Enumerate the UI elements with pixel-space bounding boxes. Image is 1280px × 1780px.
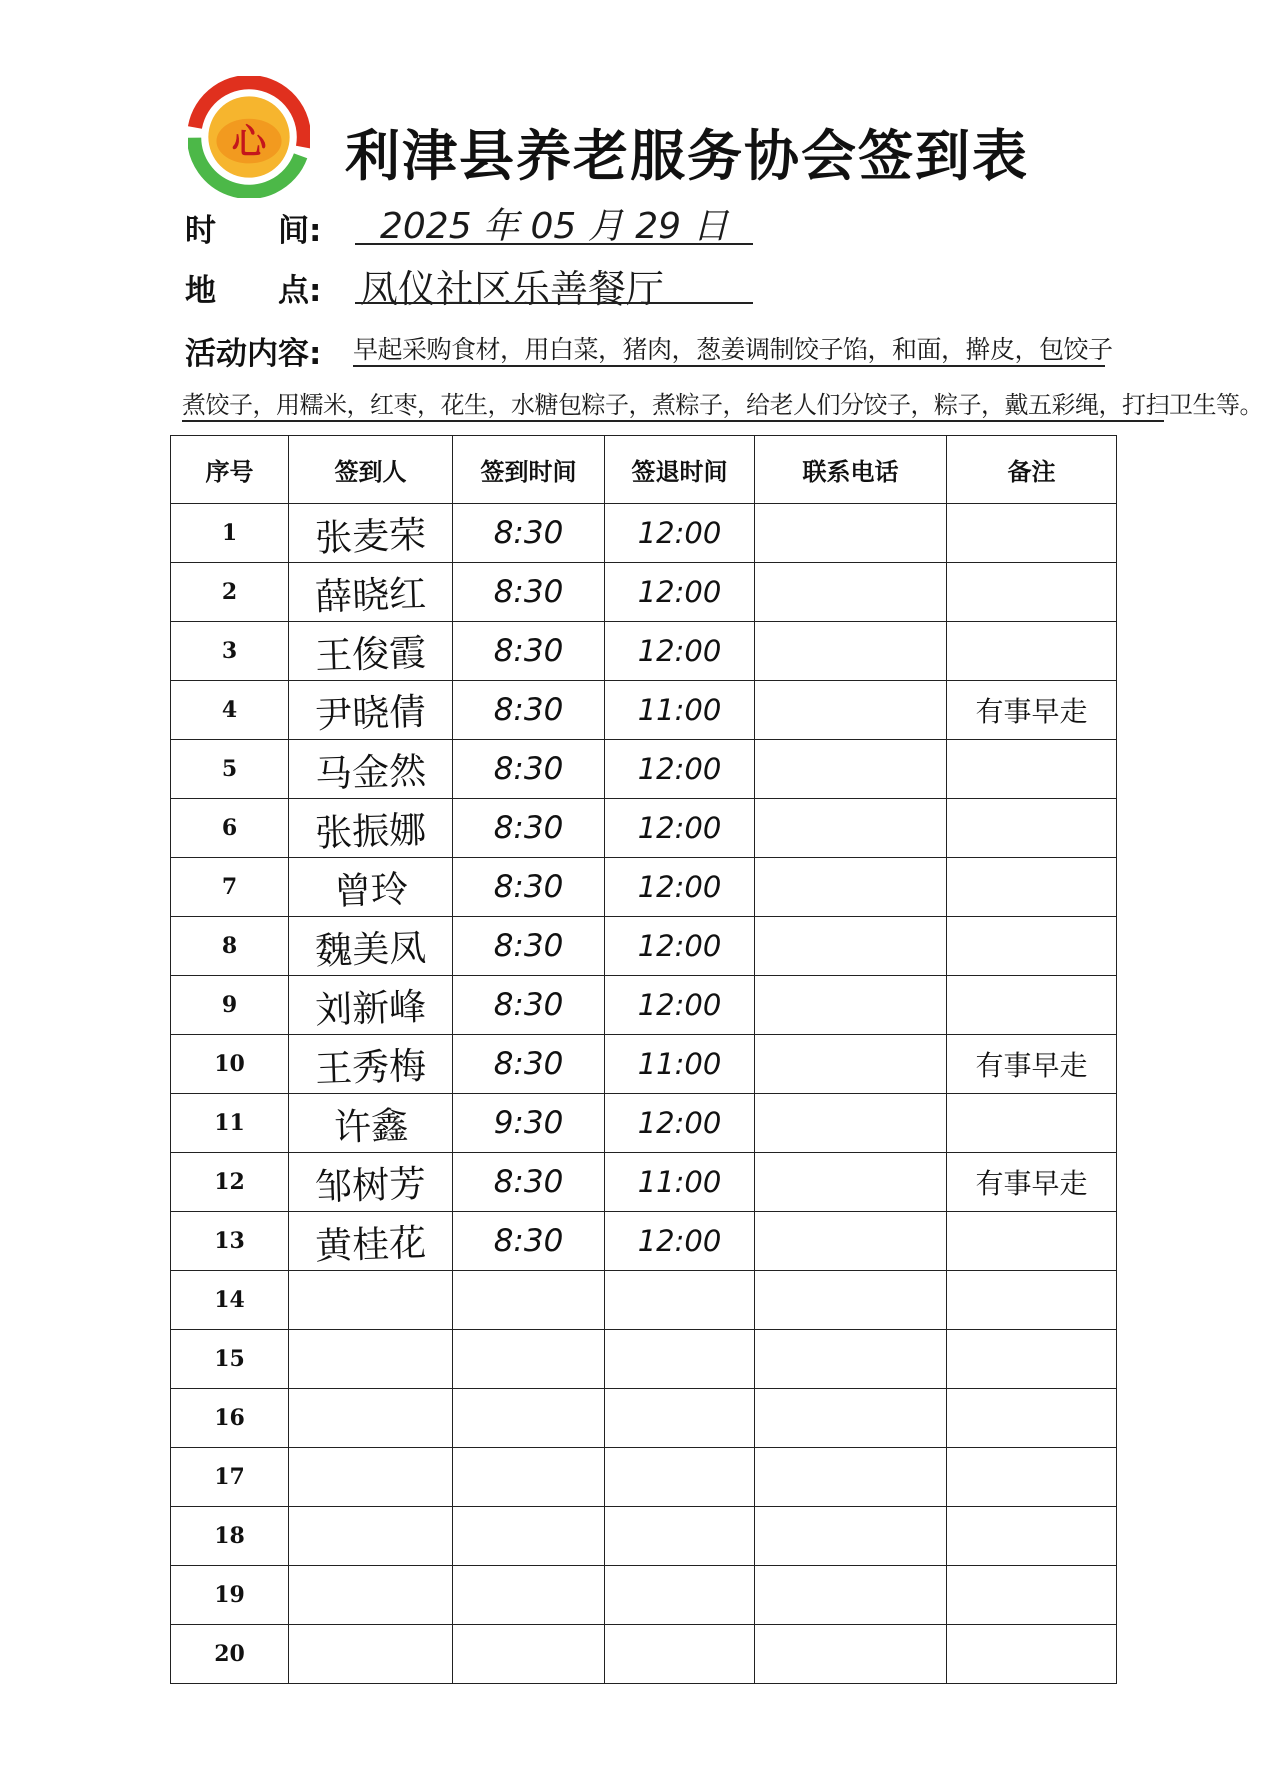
- time-value: 2025 年 05 月 29 日: [380, 206, 729, 247]
- table-row: [171, 858, 1117, 917]
- row-note-cell: [947, 1094, 1117, 1153]
- row-number-cell: 5: [171, 740, 289, 799]
- sign-out-time: 11:00: [637, 693, 722, 727]
- contact-phone-cell: [755, 1448, 947, 1507]
- row-number-cell: 17: [171, 1448, 289, 1507]
- signer-name-cell: [289, 504, 453, 563]
- row-note-cell: [947, 1507, 1117, 1566]
- sign-in-time-cell: [453, 858, 605, 917]
- sign-out-time: 12:00: [637, 1224, 722, 1258]
- row-number-cell: 19: [171, 1566, 289, 1625]
- sign-in-time-cell: [453, 1153, 605, 1212]
- row-note-cell: [947, 1153, 1117, 1212]
- contact-phone-cell: [755, 1035, 947, 1094]
- contact-phone-cell: [755, 1212, 947, 1271]
- sign-out-time-cell: [605, 858, 755, 917]
- row-note-cell: [947, 504, 1117, 563]
- sign-in-time-cell: [453, 799, 605, 858]
- header-note: 备注: [947, 436, 1117, 504]
- row-number-cell: 1: [171, 504, 289, 563]
- contact-phone-cell: [755, 1153, 947, 1212]
- sign-out-time-cell: [605, 740, 755, 799]
- signer-name-cell: [289, 740, 453, 799]
- row-number-cell: 6: [171, 799, 289, 858]
- sign-in-time-cell: [453, 622, 605, 681]
- sign-in-time: 8:30: [493, 1223, 564, 1259]
- signer-name: 王秀梅: [314, 1044, 427, 1091]
- contact-phone-cell: [755, 1566, 947, 1625]
- sign-in-time: 8:30: [493, 987, 564, 1023]
- sign-in-time-cell: [453, 1271, 605, 1330]
- sign-in-time-cell: [453, 917, 605, 976]
- signer-name-cell: [289, 1153, 453, 1212]
- row-note-cell: [947, 563, 1117, 622]
- table-row: [171, 740, 1117, 799]
- table-row: [171, 563, 1117, 622]
- sign-in-time-cell: [453, 740, 605, 799]
- signer-name-cell: [289, 681, 453, 740]
- signer-name-cell: [289, 799, 453, 858]
- sign-out-time-cell: [605, 917, 755, 976]
- contact-phone-cell: [755, 917, 947, 976]
- sign-out-time-cell: [605, 1389, 755, 1448]
- activity-underline-1: [353, 365, 1105, 367]
- sign-out-time-cell: [605, 1507, 755, 1566]
- contact-phone-cell: [755, 976, 947, 1035]
- signer-name-cell: [289, 1271, 453, 1330]
- sign-out-time-cell: [605, 622, 755, 681]
- row-number-cell: 7: [171, 858, 289, 917]
- contact-phone-cell: [755, 740, 947, 799]
- row-note-cell: [947, 976, 1117, 1035]
- activity-label: 活动内容:: [185, 336, 322, 372]
- signer-name-cell: [289, 1035, 453, 1094]
- page-title: 利津县养老服务协会签到表: [345, 123, 1030, 188]
- sign-in-time-cell: [453, 976, 605, 1035]
- time-underline: [355, 243, 753, 245]
- sign-out-time-cell: [605, 976, 755, 1035]
- sign-out-time: 12:00: [637, 929, 722, 963]
- signer-name: 邹树芳: [314, 1162, 427, 1209]
- sign-in-time-cell: [453, 681, 605, 740]
- row-number-cell: 18: [171, 1507, 289, 1566]
- sign-out-time: 12:00: [637, 516, 722, 550]
- row-note-cell: [947, 1271, 1117, 1330]
- signer-name-cell: [289, 1212, 453, 1271]
- place-value: 凤仪社区乐善餐厅: [360, 267, 665, 311]
- sign-out-time-cell: [605, 1212, 755, 1271]
- table-row: [171, 1212, 1117, 1271]
- contact-phone-cell: [755, 1330, 947, 1389]
- contact-phone-cell: [755, 1507, 947, 1566]
- table-row: [171, 622, 1117, 681]
- sign-out-time: 12:00: [637, 811, 722, 845]
- sign-in-time: 8:30: [493, 751, 564, 787]
- row-note-cell: [947, 1448, 1117, 1507]
- sign-in-time-cell: [453, 563, 605, 622]
- row-number-cell: 3: [171, 622, 289, 681]
- table-row: [171, 1389, 1117, 1448]
- sign-in-time-cell: [453, 1625, 605, 1684]
- contact-phone-cell: [755, 504, 947, 563]
- signer-name-cell: [289, 1566, 453, 1625]
- row-number-cell: 2: [171, 563, 289, 622]
- sign-in-time-cell: [453, 1035, 605, 1094]
- sign-in-time-cell: [453, 1094, 605, 1153]
- row-number-cell: 16: [171, 1389, 289, 1448]
- row-note-cell: [947, 1035, 1117, 1094]
- activity-underline-2: [182, 420, 1164, 422]
- sign-in-time: 8:30: [493, 633, 564, 669]
- table-row: [171, 1271, 1117, 1330]
- row-note-cell: [947, 622, 1117, 681]
- sign-in-time: 8:30: [493, 574, 564, 610]
- signer-name-cell: [289, 1330, 453, 1389]
- sign-in-time: 8:30: [493, 1164, 564, 1200]
- sign-out-time: 12:00: [637, 634, 722, 668]
- row-number-cell: 11: [171, 1094, 289, 1153]
- header-sign-in-time: 签到时间: [453, 436, 605, 504]
- activity-line-2: 煮饺子，用糯米，红枣，花生，水糖包粽子，煮粽子，给老人们分饺子，粽子，戴五彩绳，打扫卫生等。: [182, 391, 1263, 419]
- signer-name: 曾玲: [332, 867, 409, 914]
- sign-in-time: 9:30: [493, 1105, 564, 1141]
- signer-name-cell: [289, 622, 453, 681]
- row-number-cell: 8: [171, 917, 289, 976]
- sign-out-time-cell: [605, 563, 755, 622]
- row-note: 有事早走: [975, 1167, 1088, 1200]
- row-note-cell: [947, 1625, 1117, 1684]
- table-row: [171, 504, 1117, 563]
- row-note-cell: [947, 1566, 1117, 1625]
- table-row: [171, 681, 1117, 740]
- sign-in-time-cell: [453, 1212, 605, 1271]
- sign-in-time: 8:30: [493, 692, 564, 728]
- row-number-cell: 14: [171, 1271, 289, 1330]
- sign-out-time: 12:00: [637, 752, 722, 786]
- sign-in-time-cell: [453, 1566, 605, 1625]
- contact-phone-cell: [755, 563, 947, 622]
- table-header-row: [171, 436, 1117, 504]
- contact-phone-cell: [755, 1625, 947, 1684]
- row-note-cell: [947, 917, 1117, 976]
- signer-name-cell: [289, 1094, 453, 1153]
- signer-name: 许鑫: [332, 1103, 409, 1150]
- header-phone: 联系电话: [755, 436, 947, 504]
- contact-phone-cell: [755, 1094, 947, 1153]
- association-logo: [188, 76, 310, 198]
- row-number-cell: 13: [171, 1212, 289, 1271]
- sign-in-time: 8:30: [493, 515, 564, 551]
- sign-out-time: 11:00: [637, 1165, 722, 1199]
- sign-out-time-cell: [605, 504, 755, 563]
- row-note: 有事早走: [975, 695, 1088, 728]
- activity-line-1: 早起采购食材，用白菜，猪肉，葱姜调制饺子馅，和面，擀皮，包饺子: [353, 335, 1113, 364]
- signer-name-cell: [289, 976, 453, 1035]
- signer-name-cell: [289, 917, 453, 976]
- table-row: [171, 1035, 1117, 1094]
- table-row: [171, 1153, 1117, 1212]
- sign-in-time: 8:30: [493, 1046, 564, 1082]
- table-row: [171, 1507, 1117, 1566]
- row-number-cell: 9: [171, 976, 289, 1035]
- signer-name-cell: [289, 563, 453, 622]
- signer-name-cell: [289, 1448, 453, 1507]
- table-row: [171, 1330, 1117, 1389]
- signer-name: 张振娜: [314, 808, 427, 855]
- sign-out-time: 11:00: [637, 1047, 722, 1081]
- sign-out-time: 12:00: [637, 988, 722, 1022]
- contact-phone-cell: [755, 858, 947, 917]
- place-underline: [355, 302, 753, 304]
- sign-in-time-cell: [453, 1389, 605, 1448]
- table-row: [171, 1625, 1117, 1684]
- sign-out-time: 12:00: [637, 575, 722, 609]
- row-note-cell: [947, 1330, 1117, 1389]
- signer-name: 张麦荣: [314, 513, 427, 560]
- svg-text:心: 心: [231, 122, 267, 163]
- contact-phone-cell: [755, 622, 947, 681]
- sign-out-time-cell: [605, 1153, 755, 1212]
- row-note-cell: [947, 1212, 1117, 1271]
- table-row: [171, 1566, 1117, 1625]
- contact-phone-cell: [755, 1271, 947, 1330]
- sign-in-time: 8:30: [493, 928, 564, 964]
- contact-phone-cell: [755, 681, 947, 740]
- sign-out-time-cell: [605, 1271, 755, 1330]
- sign-out-time: 12:00: [637, 870, 722, 904]
- sign-out-time-cell: [605, 1625, 755, 1684]
- row-number-cell: 15: [171, 1330, 289, 1389]
- sign-out-time-cell: [605, 681, 755, 740]
- signer-name: 魏美凤: [314, 926, 427, 973]
- table-row: [171, 1094, 1117, 1153]
- row-note-cell: [947, 858, 1117, 917]
- row-number-cell: 20: [171, 1625, 289, 1684]
- sign-in-time-cell: [453, 504, 605, 563]
- sign-in-time-cell: [453, 1448, 605, 1507]
- signer-name-cell: [289, 858, 453, 917]
- row-number-cell: 10: [171, 1035, 289, 1094]
- row-note-cell: [947, 740, 1117, 799]
- sign-in-time: 8:30: [493, 810, 564, 846]
- header-name: 签到人: [289, 436, 453, 504]
- row-number-cell: 4: [171, 681, 289, 740]
- sign-in-table: [170, 435, 1117, 1684]
- sign-out-time: 12:00: [637, 1106, 722, 1140]
- sign-in-time-cell: [453, 1507, 605, 1566]
- signer-name-cell: [289, 1507, 453, 1566]
- row-note: 有事早走: [975, 1049, 1088, 1082]
- sign-out-time-cell: [605, 1448, 755, 1507]
- header-sign-out-time: 签退时间: [605, 436, 755, 504]
- row-note-cell: [947, 681, 1117, 740]
- signer-name: 王俊霞: [314, 631, 427, 678]
- sign-out-time-cell: [605, 1035, 755, 1094]
- contact-phone-cell: [755, 1389, 947, 1448]
- signer-name: 马金然: [314, 749, 427, 796]
- signer-name: 薛晓红: [314, 572, 427, 619]
- contact-phone-cell: [755, 799, 947, 858]
- table-row: [171, 1448, 1117, 1507]
- table-row: [171, 976, 1117, 1035]
- sign-in-time: 8:30: [493, 869, 564, 905]
- table-row: [171, 799, 1117, 858]
- sign-out-time-cell: [605, 1566, 755, 1625]
- time-label: 时 间:: [185, 213, 322, 249]
- place-label: 地 点:: [185, 273, 322, 309]
- sign-in-time-cell: [453, 1330, 605, 1389]
- sign-out-time-cell: [605, 1094, 755, 1153]
- table-row: [171, 917, 1117, 976]
- row-note-cell: [947, 799, 1117, 858]
- sign-out-time-cell: [605, 1330, 755, 1389]
- row-number-cell: 12: [171, 1153, 289, 1212]
- sign-out-time-cell: [605, 799, 755, 858]
- signer-name: 黄桂花: [314, 1221, 427, 1268]
- signer-name-cell: [289, 1389, 453, 1448]
- signer-name-cell: [289, 1625, 453, 1684]
- header-no: 序号: [171, 436, 289, 504]
- row-note-cell: [947, 1389, 1117, 1448]
- signer-name: 尹晓倩: [314, 690, 427, 737]
- signer-name: 刘新峰: [314, 985, 427, 1032]
